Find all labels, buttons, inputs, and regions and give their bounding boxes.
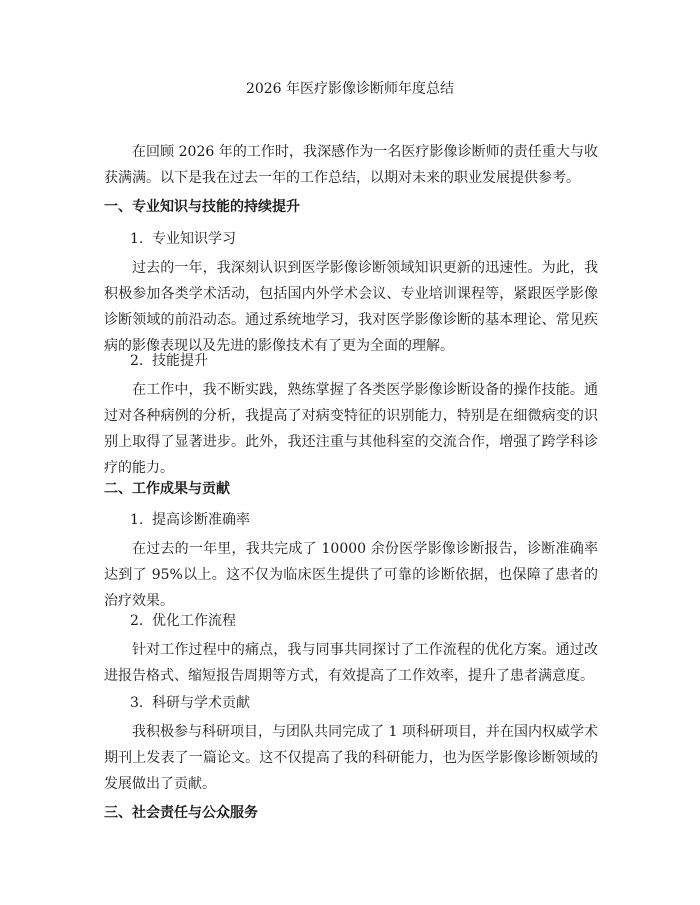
section-heading-3: 三、社会责任与公众服务	[104, 805, 258, 821]
subsection-body-1-2: 在工作中，我不断实践，熟练掌握了各类医学影像诊断设备的操作技能。通过对各种病例的分析，我提高了对病变特征的识别能力，特别是在细微病变的识别上取得了显著进步。此外，我还注重与其他科室的交流合作，增强了跨学科诊疗的能力。	[104, 382, 598, 476]
subsection-body-2-2: 针对工作过程中的痛点，我与同事共同探讨了工作流程的优化方案。通过改进报告格式、缩短报告周期等方式，有效提高了工作效率，提升了患者满意度。	[104, 642, 598, 684]
subsection-heading-2-3	[104, 692, 598, 714]
intro-paragraph: 在回顾 2026 年的工作时，我深感作为一名医疗影像诊断师的责任重大与收获满满。以下是我在过去一年的工作总结，以期对未来的职业发展提供参考。	[104, 144, 598, 186]
subsection-heading-1-2	[104, 350, 598, 372]
subsection-title: 提高诊断准确率	[152, 512, 250, 528]
subsection-heading-2-1	[104, 509, 598, 531]
subsection-title: 科研与学术贡献	[152, 695, 250, 711]
subsection-title: 技能提升	[152, 353, 208, 369]
subsection-number: 3.	[130, 695, 144, 711]
subsection-heading-1-1	[104, 228, 598, 250]
subsection-body-1-1: 过去的一年，我深刻认识到医学影像诊断领域知识更新的迅速性。为此，我积极参加各类学术活动，包括国内外学术会议、专业培训课程等，紧跟医学影像诊断领域的前沿动态。通过系统地学习，我对医学影像诊断的基本理论、常见疾病的影像表现以及先进的影像技术有了更为全面的理解。	[104, 260, 598, 354]
subsection-number: 2.	[130, 353, 144, 369]
subsection-title: 优化工作流程	[152, 613, 236, 629]
subsection-body-2-1: 在过去的一年里，我共完成了 10000 余份医学影像诊断报告，诊断准确率达到了 95%以上。这不仅为临床医生提供了可靠的诊断依据，也保障了患者的治疗效果。	[104, 541, 598, 609]
section-heading-2: 二、工作成果与贡献	[104, 481, 230, 497]
subsection-number: 1.	[130, 231, 144, 247]
subsection-heading-2-2	[104, 610, 598, 632]
subsection-title: 专业知识学习	[152, 231, 236, 247]
document-title: 2026 年医疗影像诊断师年度总结	[245, 81, 455, 97]
subsection-number: 2.	[130, 613, 144, 629]
subsection-number: 1.	[130, 512, 144, 528]
subsection-body-2-3: 我积极参与科研项目，与团队共同完成了 1 项科研项目，并在国内权威学术期刊上发表了一篇论文。这不仅提高了我的科研能力，也为医学影像诊断领域的发展做出了贡献。	[104, 724, 598, 792]
section-heading-1: 一、专业知识与技能的持续提升	[104, 199, 300, 215]
